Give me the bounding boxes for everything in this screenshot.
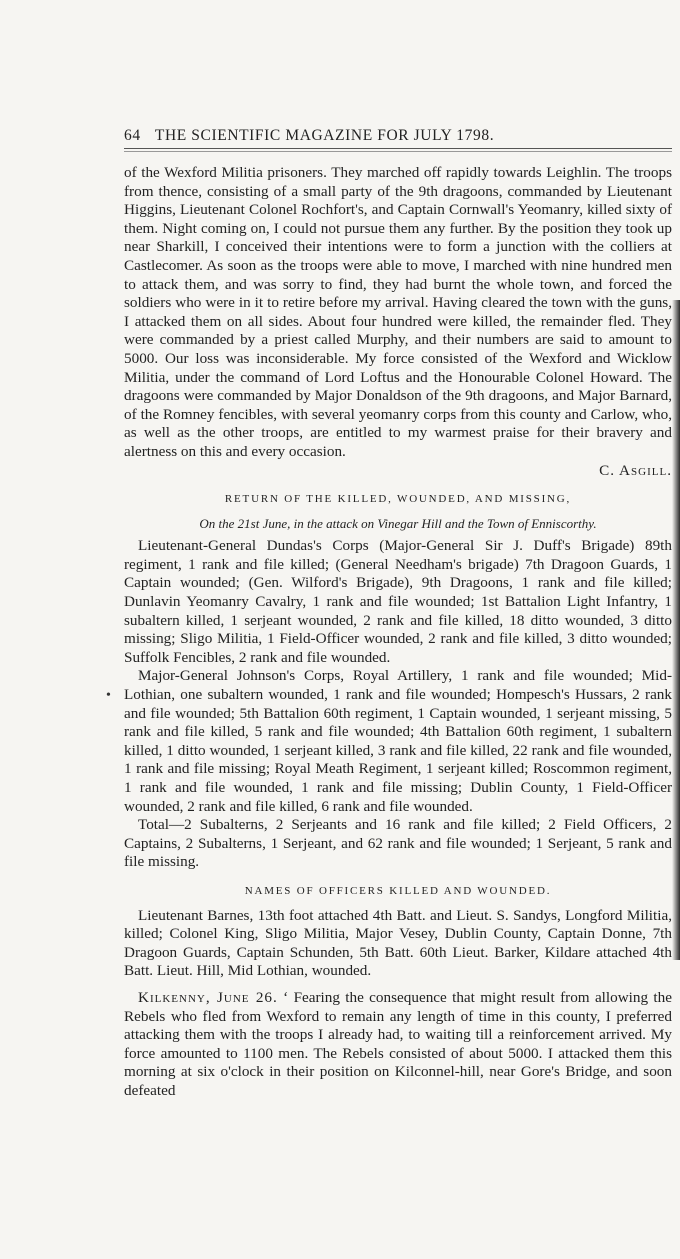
opening-paragraph: of the Wexford Militia prisoners. They marched off rapidly towards Leighlin. The troops from thence, consisting of a small party of the 9th dragoons, commanded by Lieutenant Higgins, Lieutenant Colonel Rochfort's, and Captain Cornwall's Yeomanry, killed sixty of them. Night coming on, I could not pursue them any further. By the position they took up near Sharkill, I conceived their intentions were to form a junction with the colliers at Castlecomer. As soon as the troops were able to move, I marched with nine hundred men to attack them, and was sorry to find, they had burnt the whole town, and forced the soldiers who were in it to retire before my arrival. Having cleared the town with the guns, I attacked them on all sides. About four hundred were killed, the remainder fled. They were commanded by a priest called Murphy, and their numbers are said to amount to 5000. Our loss was inconsiderable. My force consisted of the Wexford and Wicklow Militia, under the command of Lord Loftus and the Honourable Colonel Howard. The dragoons were commanded by Major Donaldson of the 9th dragoons, and Major Barnard, of the Romney fencibles, with several yeomanry corps from this county and Carlow, who, as well as the other troops, are entitled to my warmest praise for their bravery and alertness on this and every occasion. xyxy=(124,164,672,460)
article-body xyxy=(124,164,672,1101)
kilkenny-text: ‘ Fearing the consequence that might result from allowing the Rebels who fled from Wexford to remain any length of time in this county, I preferred attacking them with the troops I already had, to waiting till a reinforcement arrived. My force amounted to 1100 men. The Rebels consisted of about 5000. I attacked them this morning at six o'clock in their position on Kilconnel-hill, near Gore's Bridge, and soon defeated xyxy=(124,988,672,1099)
return-paragraph-total: Total—2 Subalterns, 2 Serjeants and 16 rank and file killed; 2 Field Officers, 2 Captains, 2 Subalterns, 1 Serjeant, and 62 rank and file wounded; 1 Serjeant, 5 rank and file missing. xyxy=(124,816,672,871)
running-header xyxy=(124,127,664,145)
return-heading: RETURN OF THE KILLED, WOUNDED, AND MISSING, xyxy=(224,493,572,506)
running-title: THE SCIENTIFIC MAGAZINE FOR JULY 1798. xyxy=(154,127,495,144)
kilkenny-dateline: Kilkenny, June 26. xyxy=(138,988,278,1006)
return-paragraph-dundas: Lieutenant-General Dundas's Corps (Major-General Sir J. Duff's Brigade) 89th regiment, 1 rank and file killed; (General Needham's brigade) 7th Dragoon Guards, 1 Captain wounded; (Gen. Wilford's Brigade), 9th Dragoons, 1 rank and file killed; Dunlavin Yeomanry Cavalry, 1 rank and file wounded; 1st Battalion Light Infantry, 1 subaltern killed, 1 serjeant wounded, 2 rank and file killed, 18 ditto wounded, 3 ditto missing; Sligo Militia, 1 Field-Officer wounded, 2 rank and file killed, 3 ditto wounded; Suffolk Fencibles, 2 rank and file wounded. xyxy=(124,537,672,666)
kilkenny-paragraph xyxy=(124,989,672,1101)
signature: C. Asgill. xyxy=(599,461,672,479)
page-number: 64 xyxy=(124,127,141,144)
header-rule xyxy=(124,148,672,149)
officers-paragraph: Lieutenant Barnes, 13th foot attached 4th Batt. and Lieut. S. Sandys, Longford Militia, killed; Colonel King, Sligo Militia, Major Vesey, Dublin County, Captain Donne, 7th Dragoon Guards, Captain Schunden, 5th Batt. 60th Lieut. Barker, Kildare attached 4th Batt. Lieut. Hill, Mid Lothian, wounded. xyxy=(124,906,672,980)
page-edge-shadow xyxy=(672,300,680,960)
header-rule-secondary xyxy=(124,151,672,152)
return-paragraph-johnson: Major-General Johnson's Corps, Royal Artillery, 1 rank and file wounded; Mid-Lothian, one subaltern wounded, 1 rank and file wounded; Hompesch's Hussars, 2 rank and file wounded; 5th Battalion 60th regiment, 1 Captain wounded, 1 serjeant missing, 5 rank and file killed, 5 rank and file wounded; 4th Battalion 60th regiment, 1 subaltern killed, 1 ditto wounded, 1 serjeant killed, 3 rank and file killed, 22 rank and file wounded, 1 rank and file missing; Royal Meath Regiment, 1 serjeant killed; Roscommon regiment, 1 rank and file wounded, 1 rank and file missing; Dublin County, 1 Field-Officer wounded, 2 rank and file killed, 6 rank and file wounded. xyxy=(124,667,672,815)
officers-heading: NAMES OF OFFICERS KILLED AND WOUNDED. xyxy=(244,884,552,897)
margin-marker: • xyxy=(106,688,111,703)
return-subheading: On the 21st June, in the attack on Vinegar Hill and the Town of Enniscorthy. xyxy=(199,515,597,531)
